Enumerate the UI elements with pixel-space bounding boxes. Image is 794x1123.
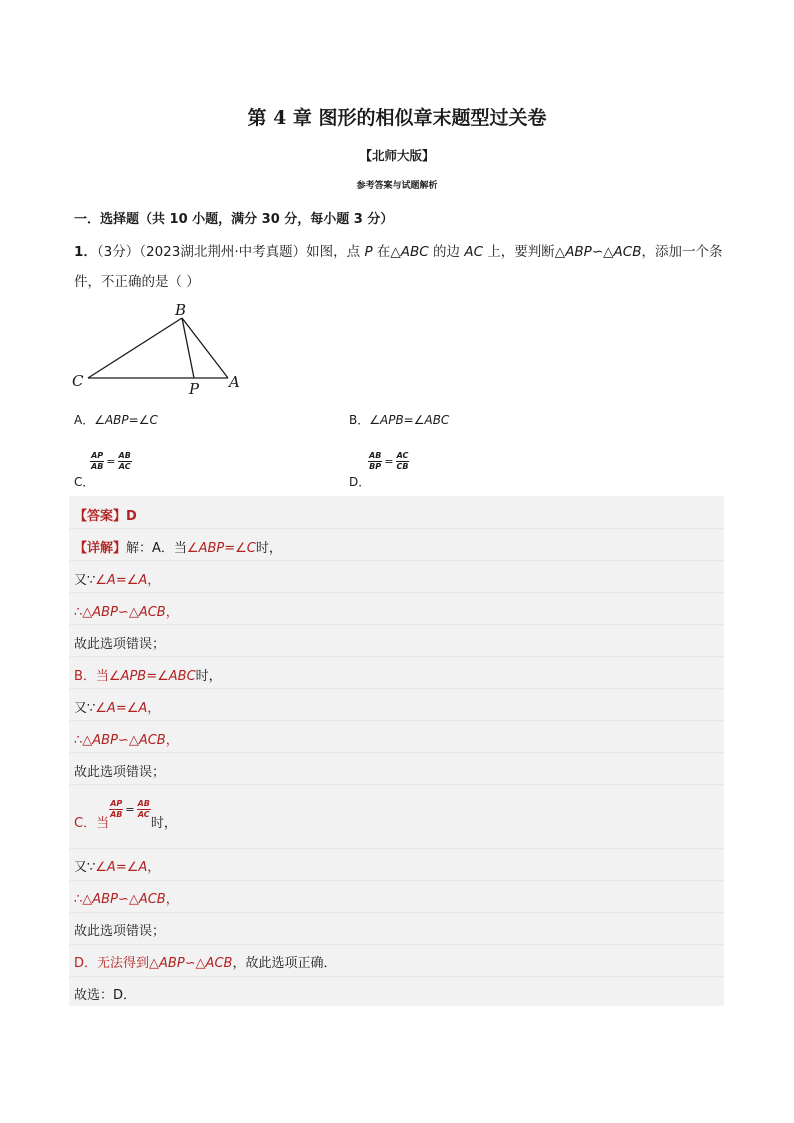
row-divider bbox=[69, 752, 724, 753]
fraction-numerator: AB bbox=[369, 451, 382, 460]
row-divider bbox=[69, 976, 724, 977]
punctuation: ， bbox=[147, 573, 161, 588]
question-line-2: 件，不正确的是（ ） bbox=[74, 274, 200, 290]
question-number: 1． bbox=[74, 244, 97, 260]
row-divider bbox=[69, 624, 724, 625]
detail-line: 故此选项错误； bbox=[74, 637, 166, 652]
angle-equality: ∠A=∠A bbox=[95, 573, 148, 588]
fraction bbox=[396, 451, 410, 472]
therefore-symbol: ∴ bbox=[74, 733, 83, 748]
punctuation: ， bbox=[147, 701, 161, 716]
row-divider bbox=[69, 944, 724, 945]
row-divider bbox=[69, 560, 724, 561]
option-c-label: C． bbox=[74, 475, 95, 489]
detail-line: 故此选项错误； bbox=[74, 765, 166, 780]
side-ac: AC bbox=[464, 244, 483, 260]
triangle-acb: ACB bbox=[613, 244, 642, 260]
fraction-numerator: AP bbox=[91, 451, 104, 460]
question-source: （2023湖北荆州·中考真题） bbox=[139, 244, 307, 260]
fraction-numerator: AB bbox=[118, 451, 131, 460]
subtitle: 参考答案与试题解析 bbox=[356, 181, 438, 191]
triangle-abc: ABC bbox=[400, 244, 429, 260]
question-text: 在△ bbox=[372, 244, 401, 260]
edition-label: 【北师大版】 bbox=[359, 148, 435, 163]
row-divider bbox=[69, 912, 724, 913]
triangle-abp: ABP bbox=[565, 244, 592, 260]
side-ba bbox=[182, 318, 228, 378]
option-a-label: A． bbox=[74, 413, 95, 427]
row-divider bbox=[69, 688, 724, 689]
option-c-formula bbox=[90, 451, 132, 472]
fraction-denominator: AC bbox=[137, 810, 150, 819]
detail-text: 时， bbox=[195, 669, 222, 684]
fraction-denominator: CB bbox=[396, 462, 409, 471]
option-d-formula bbox=[368, 451, 409, 472]
option-a bbox=[74, 411, 158, 428]
detail-condition: ∠APB=∠ABC bbox=[108, 669, 196, 684]
detail-line-b bbox=[74, 665, 222, 684]
equals-sign: = bbox=[125, 803, 135, 816]
fraction bbox=[118, 451, 132, 472]
detail-text: C．当 bbox=[74, 816, 110, 831]
similarity-statement: △ABP∽△ACB bbox=[149, 956, 233, 971]
side-cb bbox=[88, 318, 182, 378]
therefore-symbol: ∴ bbox=[74, 605, 83, 620]
detail-line: 故此选项错误； bbox=[74, 924, 166, 939]
vertex-label-a: A bbox=[229, 373, 240, 391]
fraction bbox=[90, 451, 104, 472]
section-heading: 一．选择题（共 10 小题，满分 30 分，每小题 3 分） bbox=[74, 212, 394, 227]
detail-line bbox=[74, 888, 179, 907]
fraction-numerator: AB bbox=[137, 799, 150, 808]
vertex-label-c: C bbox=[72, 372, 84, 390]
question-text: 的边 bbox=[428, 244, 465, 260]
detail-text: D．无法得到 bbox=[74, 956, 150, 971]
punctuation: ， bbox=[165, 892, 179, 907]
detail-line bbox=[74, 856, 160, 875]
option-b-text: ∠APB=∠ABC bbox=[369, 413, 450, 427]
fraction-denominator: AB bbox=[91, 462, 104, 471]
detail-line-c bbox=[74, 798, 177, 831]
detail-text: 解：A．当 bbox=[126, 541, 187, 556]
option-d-label: D． bbox=[349, 475, 371, 489]
row-divider bbox=[69, 848, 724, 849]
equals-sign: = bbox=[106, 455, 116, 468]
punctuation: ， bbox=[165, 605, 179, 620]
question-text: 上，要判断△ bbox=[483, 244, 566, 260]
punctuation: ， bbox=[147, 860, 161, 875]
row-divider bbox=[69, 720, 724, 721]
fraction bbox=[109, 799, 123, 820]
question-score: （3分） bbox=[96, 244, 140, 260]
final-answer: 故选：D． bbox=[74, 988, 137, 1003]
row-divider bbox=[69, 656, 724, 657]
detail-line-d bbox=[74, 952, 336, 971]
fraction-numerator: AC bbox=[396, 451, 409, 460]
similar-symbol: ∽△ bbox=[591, 244, 614, 260]
fraction-numerator: AP bbox=[110, 799, 123, 808]
detail-text: 时， bbox=[255, 541, 282, 556]
detail-line bbox=[74, 729, 179, 748]
option-a-text: ∠ABP=∠C bbox=[94, 413, 158, 427]
triangle-figure bbox=[66, 298, 256, 398]
because-text: 又∵ bbox=[74, 701, 96, 716]
question-text: ，添加一个条 bbox=[641, 244, 723, 260]
vertex-label-p: P bbox=[189, 380, 200, 398]
therefore-symbol: ∴ bbox=[74, 892, 83, 907]
fraction-denominator: AB bbox=[110, 810, 123, 819]
detail-text: B．当 bbox=[74, 669, 109, 684]
similarity-statement: △ABP∽△ACB bbox=[82, 892, 166, 907]
answer-tag: 【答案】D bbox=[74, 509, 137, 524]
row-divider bbox=[69, 880, 724, 881]
fraction-denominator: BP bbox=[369, 462, 382, 471]
fraction-denominator: AC bbox=[118, 462, 131, 471]
similarity-statement: △ABP∽△ACB bbox=[82, 605, 166, 620]
detail-text: 时， bbox=[150, 816, 177, 831]
detail-line bbox=[74, 697, 160, 716]
angle-equality: ∠A=∠A bbox=[95, 701, 148, 716]
because-text: 又∵ bbox=[74, 860, 96, 875]
row-divider bbox=[69, 592, 724, 593]
equals-sign: = bbox=[384, 455, 394, 468]
detail-text: ，故此选项正确． bbox=[232, 956, 337, 971]
page-title: 第 4 章 图形的相似章末题型过关卷 bbox=[247, 107, 547, 129]
question-text: 如图，点 bbox=[306, 244, 365, 260]
option-b bbox=[349, 411, 449, 428]
similarity-statement: △ABP∽△ACB bbox=[82, 733, 166, 748]
punctuation: ， bbox=[165, 733, 179, 748]
fraction bbox=[137, 799, 151, 820]
because-text: 又∵ bbox=[74, 573, 96, 588]
row-divider bbox=[69, 528, 724, 529]
row-divider bbox=[69, 784, 724, 785]
answer-panel bbox=[69, 496, 724, 1006]
detail-line bbox=[74, 601, 179, 620]
detail-line bbox=[74, 569, 160, 588]
detail-condition: ∠ABP=∠C bbox=[186, 541, 256, 556]
vertex-label-b: B bbox=[175, 301, 187, 319]
option-b-label: B． bbox=[349, 413, 370, 427]
detail-tag: 【详解】 bbox=[74, 541, 127, 556]
detail-line-a bbox=[74, 537, 282, 556]
segment-bp bbox=[182, 318, 194, 378]
angle-equality: ∠A=∠A bbox=[95, 860, 148, 875]
point-p: P bbox=[364, 244, 373, 260]
fraction bbox=[368, 451, 382, 472]
question-line-1 bbox=[74, 240, 722, 260]
